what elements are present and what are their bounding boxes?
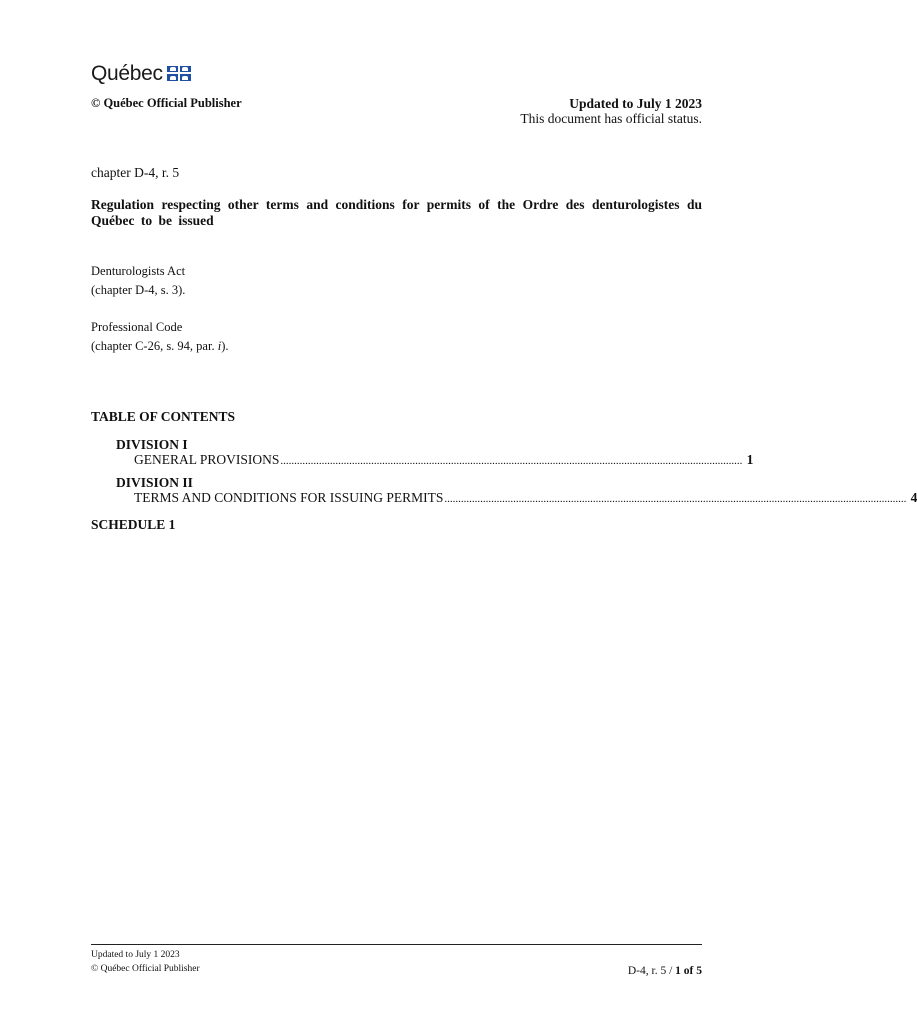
enabling-act-reference: (chapter C-26, s. 94, par. i). [91,339,229,353]
toc-entry-terms-and-conditions[interactable] [134,490,917,506]
publisher-notice: © Québec Official Publisher [91,96,242,110]
page-count: 1 of 5 [675,965,702,977]
regulation-title: Regulation respecting other terms and conditions for permits of the Ordre des denturologistes du Québec to be issued [91,197,702,228]
enabling-act-name: Professional Code [91,320,183,334]
chapter-reference: chapter D-4, r. 5 [91,165,180,180]
toc-page-number: 1 [746,452,754,467]
toc-division-label: DIVISION II [116,475,193,490]
logo-wordmark: Québec [91,62,163,85]
footer-updated-date: Updated to July 1 2023 [91,950,180,960]
toc-page-number: 4 [910,490,917,505]
toc-leader-dots: ........................................................................................................................................................................ [280,455,743,467]
quebec-flag-icon [167,66,191,81]
footer-divider [91,944,702,945]
toc-entry-title: TERMS AND CONDITIONS FOR ISSUING PERMITS [134,490,444,505]
enabling-act-name: Denturologists Act [91,264,186,278]
toc-entry-general-provisions[interactable] [134,452,754,468]
toc-schedule-entry[interactable]: SCHEDULE 1 [91,517,176,532]
footer-page-reference: D-4, r. 5 / 1 of 5 [627,965,702,977]
toc-heading: TABLE OF CONTENTS [91,409,236,424]
toc-leader-dots: ........................................................................................................................................................................ [444,493,907,505]
footer-publisher: © Québec Official Publisher [91,964,200,974]
updated-date: Updated to July 1 2023 [569,96,702,111]
toc-division-label: DIVISION I [116,437,188,452]
quebec-logo [91,62,191,86]
toc-entry-title: GENERAL PROVISIONS [134,452,280,467]
official-status: This document has official status. [520,111,702,126]
enabling-act-reference: (chapter D-4, s. 3). [91,283,186,297]
